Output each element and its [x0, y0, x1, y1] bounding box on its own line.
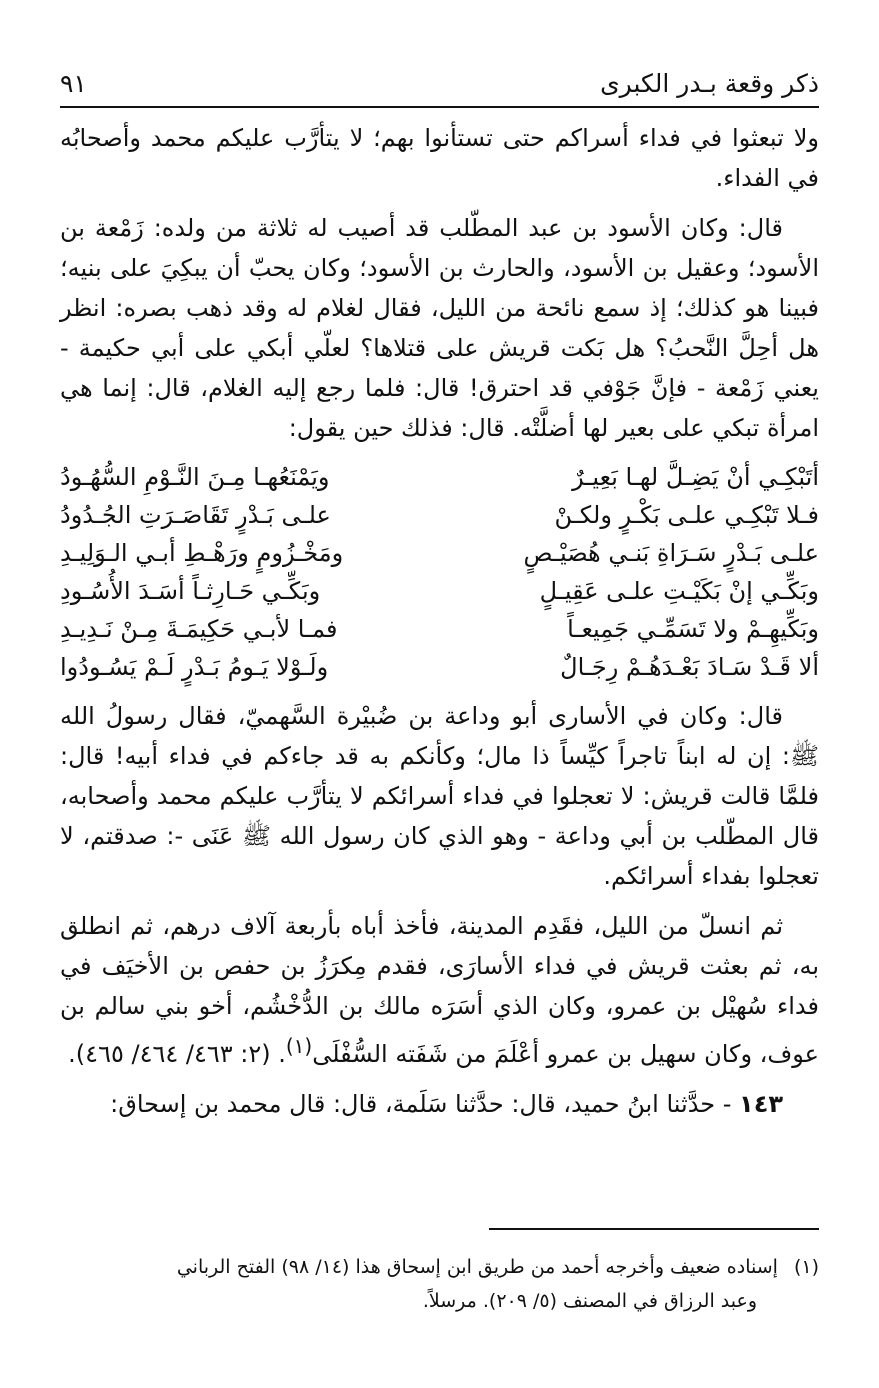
running-title: ذكر وقعة بـدر الكبرى	[600, 68, 819, 98]
paragraph-4-text: ثم انسلّ من الليل، فقَدِم المدينة، فأخذ أباه بأربعة آلاف درهم، ثم انطلق به، ثم بعثت قريش في فداء الأسارَى، فقدم مِكرَزُ بن حفص بن الأخيَف في فداء سُهيْل بن عمرو، وكان الذي أسَرَه مالك بن الدُّخْشُم، أخو بني سالم بن عوف، وكان سهيل بن عمرو أعْلَمَ من شَفَته السُّفْلَى	[60, 912, 819, 1068]
footnote-rule	[489, 1228, 819, 1230]
page-number: ٩١	[60, 68, 87, 98]
verse-line	[60, 610, 819, 648]
verse-first-hemistich: وبَكِّـي إنْ بَكَيْـتِ علـى عَقِيـلٍ	[539, 577, 819, 605]
hadith-number: ١٤٣	[739, 1090, 783, 1118]
verse-line	[60, 496, 819, 534]
verse-second-hemistich: وبَكِّـي حَـارِثـاً أسَـدَ الأُسُـودِ	[60, 577, 321, 605]
poem	[60, 458, 819, 686]
paragraph-4	[60, 906, 819, 1074]
verse-second-hemistich: ويَمْنَعُهـا مِـنَ النَّـوْمِ السُّهُـودُ	[60, 463, 330, 491]
footnote-marker: (١)	[793, 1256, 819, 1278]
paragraph-1: ولا تبعثوا في فداء أسراكم حتى تستأنوا بهم؛ لا يتأرَّب عليكم محمد وأصحابُه في الفداء.	[60, 124, 819, 192]
verse-first-hemistich: فـلا تَبْكِـي علـى بَكْـرٍ ولكـنْ	[554, 501, 819, 529]
verse-line	[60, 534, 819, 572]
verse-first-hemistich: علـى بَـدْرٍ سَـرَاةِ بَنـي هُصَيْـصٍ	[523, 539, 819, 567]
footnote-line	[60, 1250, 819, 1284]
main-text	[60, 118, 819, 1134]
header-rule	[60, 106, 819, 108]
paragraph-3: قال: وكان في الأسارى أبو وداعة بن ضُبيْرة السَّهميّ، فقال رسولُ الله ﷺ: إن له ابناً تاجراً كيِّساً ذا مال؛ وكأنكم به قد جاءكم في فداء أبيه! قال: فلمَّا قالت قريش: لا تعجلوا في فداء أسرائكم لا يتأرَّب عليكم محمد وأصحابه، قال المطّلب بن أبي وداعة - وهو الذي كان رسول الله ﷺ عَنَى -: صدقتم، لا تعجلوا بفداء أسرائكم.	[60, 702, 819, 890]
hadith-chain: - حدَّثنا ابنُ حميد، قال: حدَّثنا سَلَمة، قال: قال محمد بن إسحاق:	[110, 1090, 740, 1118]
footnote-reference: (١)	[285, 1034, 313, 1058]
verse-second-hemistich: ولَـوْلا يَـومُ بَـدْرٍ لَـمْ يَسُـودُوا	[60, 653, 329, 681]
paragraph-2: قال: وكان الأسود بن عبد المطّلب قد أصيب له ثلاثة من ولده: زَمْعة بن الأسود؛ وعقيل بن الأسود، والحارث بن الأسود؛ وكان يحبّ أن يبكِيَ على بنيه؛ فبينا هو كذلك؛ إذ سمع نائحة من الليل، فقال لغلام له وقد ذهب بصره: انظر هل أحِلَّ النَّحبُ؟ هل بَكت قريش على قتلاها؟ لعلّي أبكي على أبي حكيمة - يعني زَمْعة - فإنَّ جَوْفي قد احترق! قال: فلما رجع إليه الغلام، قال: إنما هي امرأة تبكي على بعير لها أضلَّتْه. قال: فذلك حين يقول:	[60, 214, 819, 442]
verse-first-hemistich: أتَبْكِـي أنْ يَضِـلَّ لهـا بَعِيـرٌ	[572, 463, 819, 491]
hadith-heading	[60, 1084, 819, 1124]
footnote-text: إسناده ضعيف وأخرجه أحمد من طريق ابن إسحاق هذا (١٤/ ٩٨) الفتح الرباني	[176, 1256, 778, 1278]
verse-line	[60, 572, 819, 610]
citation: . (٢: ٤٦٣/ ٤٦٤/ ٤٦٥).	[68, 1040, 286, 1068]
verse-second-hemistich: علـى بَـدْرٍ تَقَاصَـرَتِ الجُـدُودُ	[60, 501, 331, 529]
verse-second-hemistich: ومَخْـزُومٍ ورَهْـطِ أبـي الـوَلِيـدِ	[60, 539, 344, 567]
footnote	[60, 1250, 819, 1318]
verse-line	[60, 648, 819, 686]
page-header	[60, 62, 819, 104]
verse-second-hemistich: فمـا لأبـي حَكِيمَـةَ مِـنْ نَـدِيـدِ	[60, 615, 338, 643]
verse-first-hemistich: ألا قَـدْ سَـادَ بَعْـدَهُـمْ رِجَـالٌ	[560, 653, 819, 681]
verse-line	[60, 458, 819, 496]
footnote-line: وعبد الرزاق في المصنف (٥/ ٢٠٩). مرسلاً.	[422, 1290, 757, 1312]
verse-first-hemistich: وبَكِّيهِـمْ ولا تَسَمِّـي جَمِيعـاً	[567, 615, 819, 643]
